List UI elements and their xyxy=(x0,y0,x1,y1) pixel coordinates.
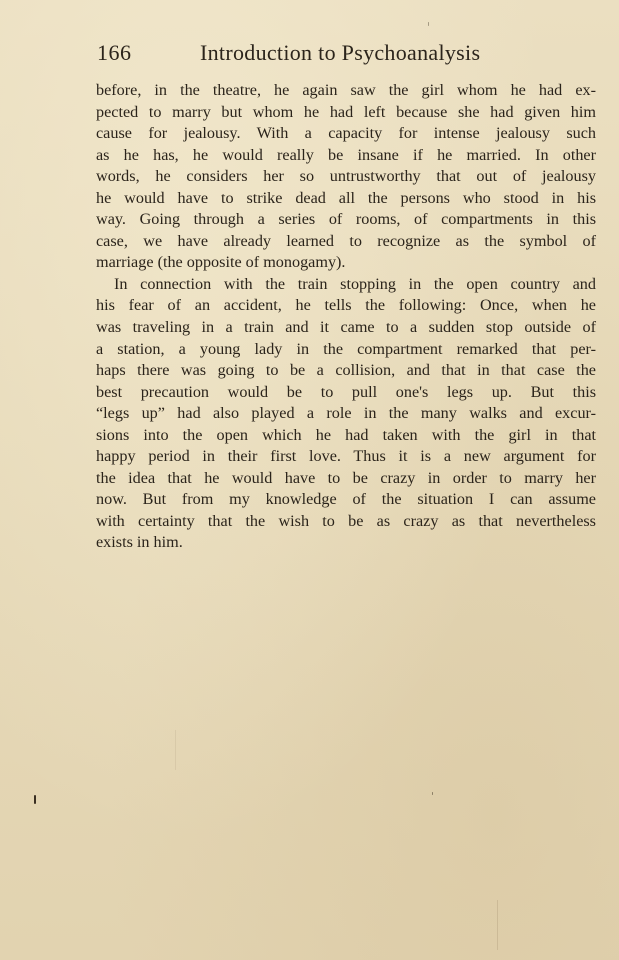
text-line: haps there was going to be a collision, and that in that case the xyxy=(96,361,596,380)
paragraph-2 xyxy=(96,274,596,554)
text-line: was traveling in a train and it came to a sudden stop outside of xyxy=(96,318,596,337)
text-line: a station, a young lady in the compartment remarked that per- xyxy=(96,339,596,358)
page-number: 166 xyxy=(97,40,132,65)
text-line: the idea that he would have to be crazy in order to marry her xyxy=(96,468,596,487)
paper-speck xyxy=(428,22,429,26)
text-line: pected to marry but whom he had left because she had given him xyxy=(96,102,596,121)
text-line: with certainty that the wish to be as crazy as that nevertheless xyxy=(96,511,596,530)
paper-speck xyxy=(432,792,433,795)
text-line: his fear of an accident, he tells the following: Once, when he xyxy=(96,296,596,315)
text-line: now. But from my knowledge of the situation I can assume xyxy=(96,490,596,509)
paper-speck xyxy=(34,795,36,804)
paragraph-1 xyxy=(96,80,596,274)
text-line: words, he considers her so untrustworthy that out of jealousy xyxy=(96,167,596,186)
text-line: happy period in their first love. Thus it is a new argument for xyxy=(96,447,596,466)
text-line: best precaution would be to pull one's legs up. But this xyxy=(96,382,596,401)
text-line: case, we have already learned to recognize as the symbol of xyxy=(96,231,596,250)
text-line: way. Going through a series of rooms, of compartments in this xyxy=(96,210,596,229)
body-text xyxy=(96,80,596,554)
text-line: “legs up” had also played a role in the many walks and excur- xyxy=(96,404,596,423)
running-title: Introduction to Psychoanalysis xyxy=(200,40,481,65)
text-line: as he has, he would really be insane if he married. In other xyxy=(96,145,596,164)
text-line: marriage (the opposite of monogamy). xyxy=(96,253,346,272)
text-line: before, in the theatre, he again saw the girl whom he had ex- xyxy=(96,81,596,99)
text-line: exists in him. xyxy=(96,533,183,552)
paper-crease xyxy=(175,730,176,770)
text-line: he would have to strike dead all the persons who stood in his xyxy=(96,188,596,207)
text-line: sions into the open which he had taken with the girl in that xyxy=(96,425,596,444)
running-head xyxy=(97,40,527,70)
text-line: cause for jealousy. With a capacity for intense jealousy such xyxy=(96,124,596,143)
paper-crease xyxy=(497,900,498,950)
text-line: In connection with the train stopping in the open country and xyxy=(114,274,596,293)
